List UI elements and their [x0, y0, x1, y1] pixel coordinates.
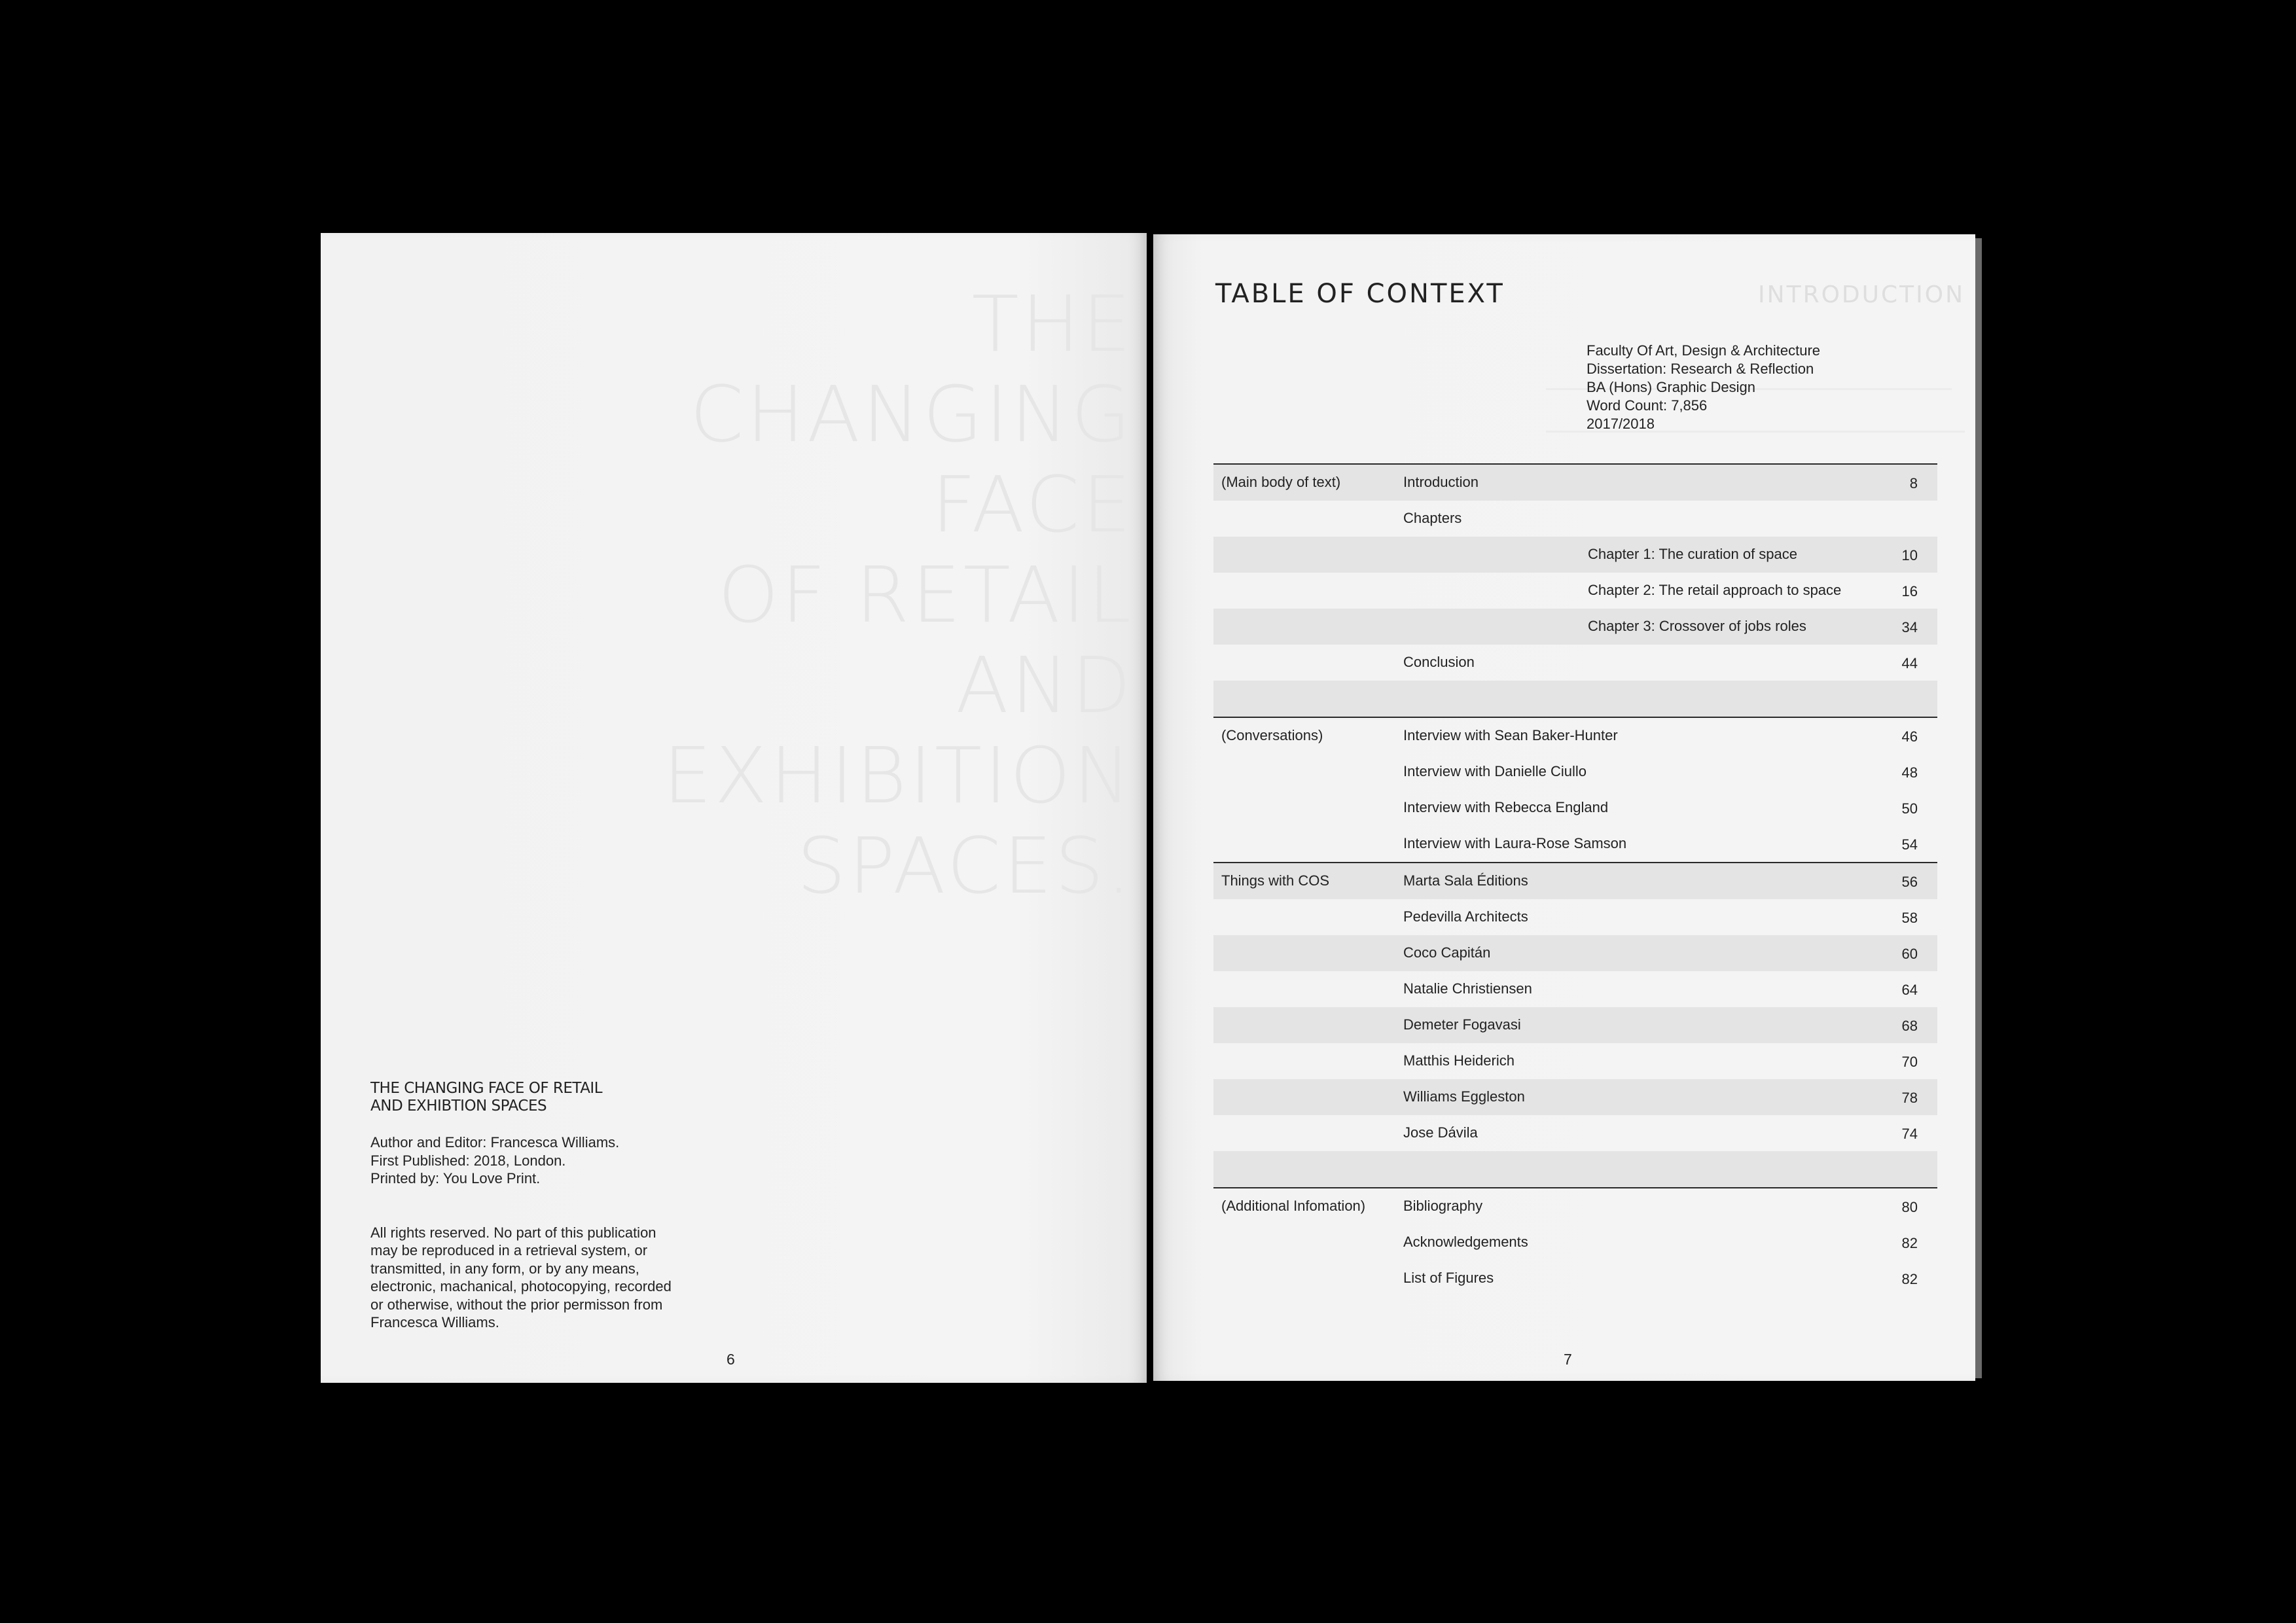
toc-entry-title: Chapter 3: Crossover of jobs roles [1588, 618, 1806, 634]
toc-page-number: 78 [1901, 1090, 1918, 1106]
book-title [370, 1080, 737, 1115]
dissertation-info-line: Dissertation: Research & Reflection [1587, 361, 1814, 377]
toc-entry-title: Chapter 2: The retail approach to space [1588, 582, 1842, 598]
toc-section-label: (Conversations) [1221, 727, 1323, 743]
toc-page-number: 46 [1901, 728, 1918, 745]
dissertation-info-line: Word Count: 7,856 [1587, 397, 1708, 414]
rights-notice [370, 1224, 737, 1332]
dissertation-info-line: BA (Hons) Graphic Design [1587, 379, 1755, 395]
page-number-right: 7 [1564, 1351, 1572, 1368]
toc-page-number: 68 [1901, 1018, 1918, 1034]
toc-entry-title: Acknowledgements [1403, 1234, 1528, 1250]
cover-title-watermark [348, 279, 1134, 911]
toc-entry-title: Matthis Heiderich [1403, 1052, 1515, 1069]
toc-entry-title: Pedevilla Architects [1403, 908, 1528, 925]
cover-title-line: SPACES. [797, 821, 1134, 911]
toc-entry-title: Demeter Fogavasi [1403, 1016, 1521, 1033]
toc-row [1213, 1043, 1937, 1079]
toc-row [1213, 862, 1937, 899]
book-title-line: THE CHANGING FACE OF RETAIL [370, 1080, 603, 1097]
dissertation-info-line: 2017/2018 [1587, 416, 1655, 432]
toc-entry-title: Interview with Sean Baker-Hunter [1403, 727, 1618, 743]
toc-entry-title: Williams Eggleston [1403, 1088, 1525, 1105]
toc-entry-title: Interview with Laura-Rose Samson [1403, 835, 1627, 851]
cover-title-line: THE [971, 279, 1134, 369]
toc-entry-title: Introduction [1403, 474, 1479, 490]
page-number-left: 6 [726, 1351, 735, 1368]
toc-entry-title: Natalie Christiensen [1403, 980, 1532, 997]
toc-page-number: 48 [1901, 764, 1918, 781]
rights-line: or otherwise, without the prior permisson from [370, 1296, 663, 1313]
toc-row [1213, 537, 1937, 573]
credit-line: First Published: 2018, London. [370, 1152, 566, 1169]
toc-row [1213, 790, 1937, 826]
toc-page-number: 34 [1901, 619, 1918, 635]
cover-title-line: AND [956, 640, 1134, 730]
toc-page-number: 60 [1901, 946, 1918, 962]
rights-line: Francesca Williams. [370, 1314, 499, 1330]
toc-row [1213, 1224, 1937, 1260]
table-of-contents [1213, 463, 1937, 1296]
toc-entry-title: Marta Sala Éditions [1403, 872, 1528, 889]
toc-row [1213, 1079, 1937, 1115]
credits [370, 1133, 737, 1188]
dissertation-info [1587, 342, 1820, 433]
toc-row [1213, 971, 1937, 1007]
rights-line: All rights reserved. No part of this publication [370, 1224, 656, 1241]
toc-page-number: 64 [1901, 982, 1918, 998]
rights-line: may be reproduced in a retrieval system, or [370, 1242, 648, 1258]
toc-row [1213, 1187, 1937, 1224]
book-title-line: AND EXHIBTION SPACES [370, 1097, 547, 1115]
toc-row [1213, 1007, 1937, 1043]
toc-entry-title: List of Figures [1403, 1270, 1494, 1286]
toc-entry-title: Conclusion [1403, 654, 1475, 670]
toc-row [1213, 1260, 1937, 1296]
toc-entry-title: Interview with Rebecca England [1403, 799, 1609, 815]
cover-title-line: FACE [931, 459, 1134, 550]
toc-section-label: Things with COS [1221, 872, 1330, 889]
page-title: TABLE OF CONTEXT [1215, 279, 1505, 309]
toc-row [1213, 935, 1937, 971]
toc-row [1213, 573, 1937, 609]
dissertation-info-line: Faculty Of Art, Design & Architecture [1587, 342, 1821, 359]
toc-row [1213, 826, 1937, 862]
right-page [1153, 234, 1975, 1381]
toc-entry-title: Chapter 1: The curation of space [1588, 546, 1798, 562]
colophon [370, 1080, 737, 1332]
cover-title-line: EXHIBITION [662, 730, 1134, 821]
toc-row [1213, 681, 1937, 717]
show-through-heading: INTRODUCTION [1758, 281, 1965, 308]
toc-page-number: 44 [1901, 655, 1918, 671]
toc-page-number: 8 [1909, 475, 1918, 491]
toc-row [1213, 1151, 1937, 1187]
rights-line: electronic, machanical, photocopying, recorded [370, 1278, 672, 1294]
left-page [321, 233, 1147, 1383]
cover-title-line: CHANGING [689, 369, 1134, 459]
page-stack-edge [1975, 238, 1982, 1378]
toc-entry-title: Bibliography [1403, 1198, 1483, 1214]
toc-page-number: 50 [1901, 800, 1918, 817]
toc-page-number: 82 [1901, 1235, 1918, 1251]
toc-section-label: (Main body of text) [1221, 474, 1341, 490]
toc-row [1213, 501, 1937, 537]
toc-page-number: 16 [1901, 583, 1918, 599]
rights-line: transmitted, in any form, or by any means, [370, 1260, 639, 1277]
toc-row [1213, 1115, 1937, 1151]
credit-line: Printed by: You Love Print. [370, 1170, 541, 1186]
credit-line: Author and Editor: Francesca Williams. [370, 1134, 620, 1150]
toc-row [1213, 645, 1937, 681]
cover-title-line: OF RETAIL [718, 550, 1134, 640]
toc-page-number: 54 [1901, 836, 1918, 853]
toc-entry-title: Jose Dávila [1403, 1124, 1478, 1141]
toc-row [1213, 717, 1937, 754]
toc-row [1213, 609, 1937, 645]
toc-page-number: 82 [1901, 1271, 1918, 1287]
toc-entry-title: Interview with Danielle Ciullo [1403, 763, 1587, 779]
toc-row [1213, 463, 1937, 501]
toc-page-number: 74 [1901, 1126, 1918, 1142]
toc-row [1213, 754, 1937, 790]
toc-entry-title: Coco Capitán [1403, 944, 1491, 961]
toc-entry-title: Chapters [1403, 510, 1462, 526]
toc-row [1213, 899, 1937, 935]
toc-page-number: 70 [1901, 1054, 1918, 1070]
toc-section-label: (Additional Infomation) [1221, 1198, 1366, 1214]
toc-page-number: 10 [1901, 547, 1918, 563]
toc-page-number: 80 [1901, 1199, 1918, 1215]
toc-page-number: 56 [1901, 874, 1918, 890]
toc-page-number: 58 [1901, 910, 1918, 926]
